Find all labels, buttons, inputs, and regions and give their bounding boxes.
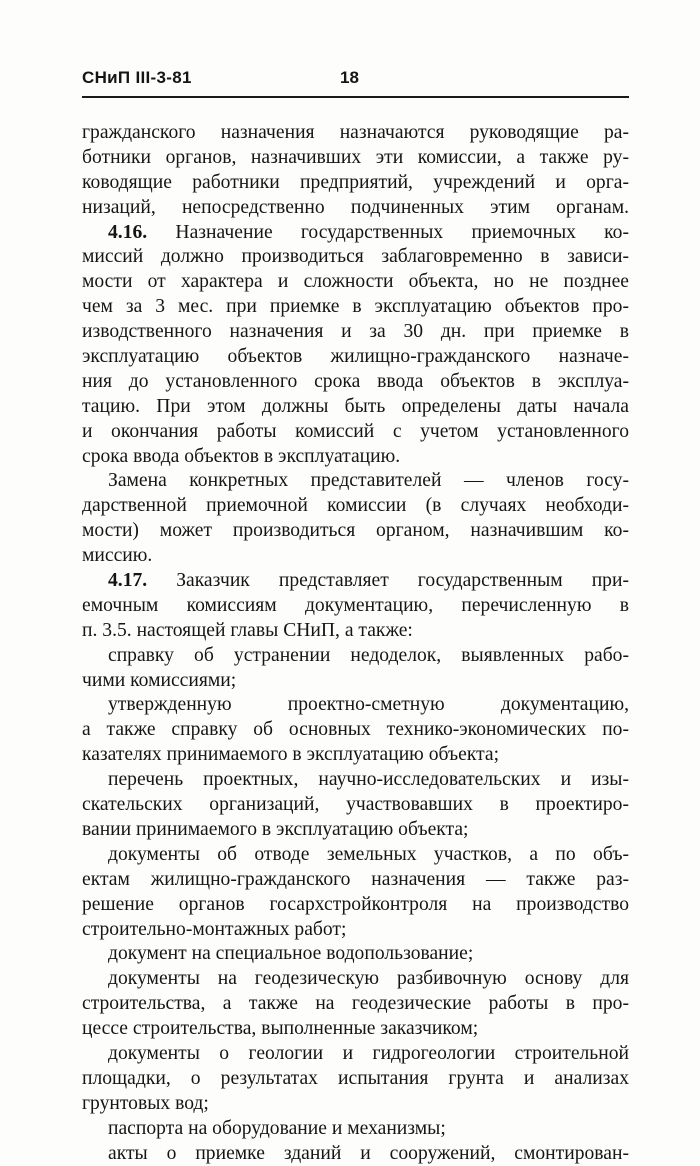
line-text: строительства, а также на геодезические работы в про- [82,993,629,1015]
line-text: эксплуатацию объектов жилищно-гражданского назначе- [82,346,629,368]
text-line [82,270,629,295]
text-line [82,221,629,246]
line-text: документы об отводе земельных участков, а по объ- [108,843,629,865]
line-text: скательских организаций, участвовавших в проектиро- [82,794,629,816]
line-text: изводственного назначения и за 30 дн. при приемке в [82,321,629,343]
text-line [82,519,629,544]
line-text: казателях принимаемого в эксплуатацию объекта; [82,744,500,766]
text-line [82,992,629,1017]
text-line [82,1017,629,1042]
line-text: емочным комиссиям документацию, перечисленную в [82,594,629,616]
text-line [82,544,629,569]
line-text: документы о геологии и гидрогеологии строительной [108,1042,629,1064]
text-line [82,320,629,345]
line-text: акты о приемке зданий и сооружений, смонтирован- [108,1142,629,1164]
text-line [82,718,629,743]
text-line [82,793,629,818]
text-line [82,967,629,992]
line-text: документ на специальное водопользование; [108,943,474,965]
line-text: грунтовых вод; [82,1092,209,1114]
text-line [82,644,629,669]
line-text: площадки, о результатах испытания грунта и анализах [82,1067,629,1089]
clause-number: 4.16. [108,221,148,243]
page-header [82,68,628,92]
line-text: дарственной приемочной комиссии (в случаях необходи- [82,495,629,517]
line-text: документы на геодезическую разбивочную основу для [108,968,629,990]
line-text: ния до установленного срока ввода объектов в эксплуа- [82,370,629,392]
body-text [82,121,629,1166]
line-text: Замена конкретных представителей — членов госу- [108,470,629,492]
text-line [82,1142,629,1166]
text-line [82,868,629,893]
line-text: п. 3.5. настоящей главы СНиП, а также: [82,619,413,641]
line-text: ководящие работники предприятий, учреждений и орга- [82,171,629,193]
document-code: СНиП III-3-81 [82,68,192,87]
text-line [82,594,629,619]
line-text: вании принимаемого в эксплуатацию объекта; [82,818,469,840]
text-line [82,1067,629,1092]
text-line [82,1042,629,1067]
text-line [82,569,629,594]
text-line [82,494,629,519]
line-text: утвержденную проектно-сметную документацию, [108,694,629,716]
line-text: цессе строительства, выполненные заказчиком; [82,1018,479,1040]
header-rule [82,96,629,98]
text-line [82,295,629,320]
text-line [82,420,629,445]
line-text: ектам жилищно-гражданского назначения — также раз- [82,868,629,890]
line-text: а также справку об основных технико-экономических по- [82,719,629,741]
line-text: низаций, непосредственно подчиненных этим органам. [82,196,629,218]
text-line [82,196,629,221]
text-line [82,693,629,718]
line-text: перечень проектных, научно-исследовательских и изы- [108,769,629,791]
line-text: тацию. При этом должны быть определены даты начала [82,395,629,417]
text-line [82,893,629,918]
text-line [82,768,629,793]
line-text: ботники органов, назначивших эти комиссии, а также ру- [82,146,629,168]
text-line [82,395,629,420]
line-text: и окончания работы комиссий с учетом установленного [82,420,629,442]
line-text: строительно-монтажных работ; [82,918,347,940]
text-line [82,345,629,370]
text-line [82,445,629,470]
page-number: 18 [340,68,359,87]
text-line [82,942,629,967]
line-text: мости от характера и сложности объекта, но не позднее [82,271,629,293]
text-line [82,171,629,196]
text-line [82,619,629,644]
line-text: решение органов госархстройконтроля на производство [82,893,629,915]
text-line [82,1117,629,1142]
line-text: миссий должно производиться заблаговременно в зависи- [82,246,629,268]
line-text: мости) может производиться органом, назначившим ко- [82,520,629,542]
text-line [82,818,629,843]
text-line [82,669,629,694]
text-line [82,469,629,494]
line-text: чими комиссиями; [82,669,237,691]
line-text: справку об устранении недоделок, выявленных рабо- [108,644,629,666]
text-line [82,146,629,171]
text-line [82,245,629,270]
line-text: срока ввода объектов в эксплуатацию. [82,445,401,467]
text-line [82,918,629,943]
text-line [82,1092,629,1117]
text-line [82,743,629,768]
clause-number: 4.17. [108,570,148,592]
line-text: Заказчик представляет государственным при- [147,570,629,592]
text-line [82,843,629,868]
line-text: гражданского назначения назначаются руководящие ра- [82,122,629,143]
line-text: миссию. [82,545,153,567]
line-text: чем за 3 мес. при приемке в эксплуатацию объектов про- [82,296,629,318]
line-text: паспорта на оборудование и механизмы; [108,1117,446,1139]
line-text: Назначение государственных приемочных ко- [147,221,629,243]
text-line [82,370,629,395]
text-line [82,121,629,146]
